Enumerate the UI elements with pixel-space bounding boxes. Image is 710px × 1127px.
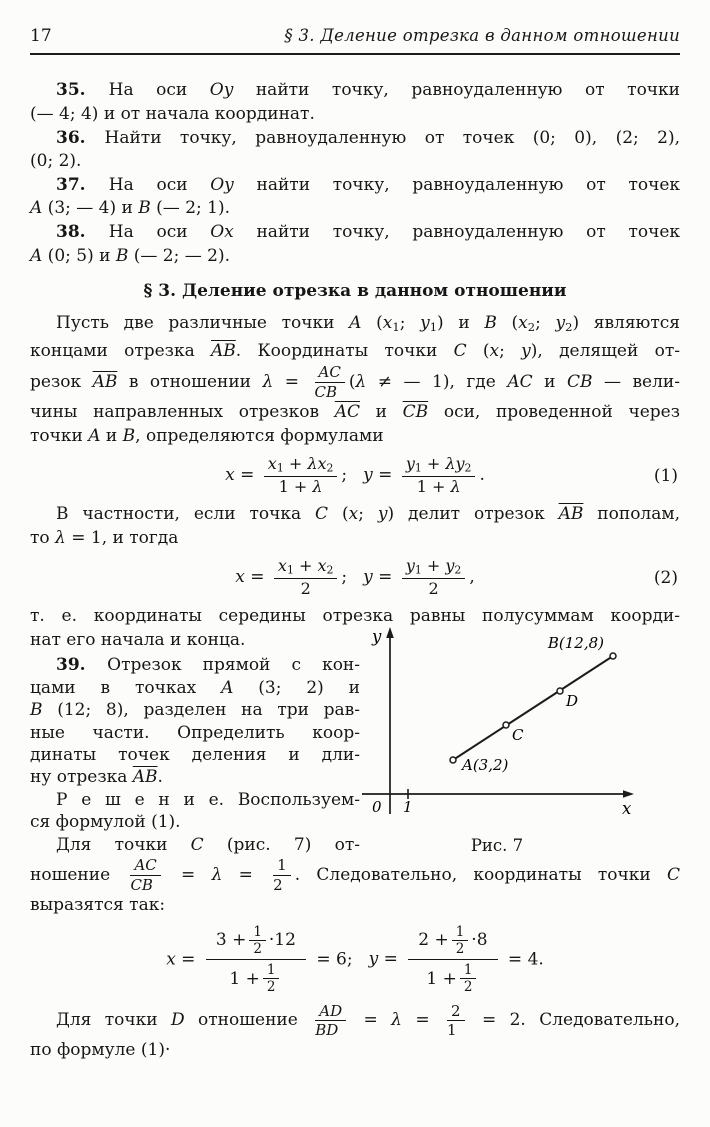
display-formula-2: x = $\frac{x1 + x2}{2}$ ; y = $\frac{y1 + y2}{2}$ , (2) — [235, 556, 678, 599]
running-header-title: § 3. Деление отрезка в данном отношении — [284, 26, 680, 45]
problem-39-line-3: B (12; 8), разделен на три рав- — [30, 700, 360, 721]
problem-39-line-6: ну отрезка $\overline{AB}$. — [30, 767, 163, 788]
midpoint-note-line-1: т. е. координаты середины отрезка равны полусуммам коорди- — [30, 606, 680, 627]
header-rule — [30, 53, 680, 55]
figure-column — [360, 624, 680, 856]
problem-37-line-2: A (3; — 4) и B (— 2; 1). — [30, 198, 231, 219]
intro-line-2: концами отрезка $\overline{AB}$. Координаты точки C (x; y), делящей от- — [30, 340, 680, 361]
y-axis-arrow — [386, 627, 394, 638]
point-b-label: B(12,8) — [547, 634, 604, 653]
equation-number-2: (2) — [653, 567, 678, 588]
problem-39-text-column — [30, 654, 360, 856]
solution-line-2: ся формулой (1). — [30, 812, 181, 833]
inline-fraction-1-2: $\frac{1}{2}$ — [273, 857, 291, 894]
fraction-1-2: $\frac{1}{2}$ — [249, 925, 266, 956]
problem-38-line-2: A (0; 5) и B (— 2; — 2). — [30, 245, 231, 266]
intro-line-3: резок $\overline{AB}$ в отношении λ = $\frac{AC}{CB}$ (λ ≠ — 1), где AC и CB — вели- — [30, 363, 680, 402]
solution-line-3: Для точки C (рис. 7) от- — [56, 834, 360, 855]
solution-c-line-1: ношение $\frac{AC}{CB}$ = λ = $\frac{1}{2}$ . Следовательно, координаты точки C — [30, 856, 681, 895]
equation-number-1: (1) — [653, 465, 678, 486]
fraction: $\frac{x1 + x2}{2}$ — [274, 557, 337, 598]
big-fraction-y: 2 + $\frac{1}{2}$ ·8 1 + $\frac{1}{2}$ — [408, 925, 497, 995]
x-axis-arrow — [623, 791, 634, 798]
display-formula-point-c: x = 3 + $\frac{1}{2}$ ·12 1 + $\frac{1}{2}$ = 6; y = 2 + $\frac{1}{2}$ ·8 1 + $\frac{1}{2}$ = 4. — [166, 923, 544, 996]
problem-35-line-2: (— 4; 4) и от начала координат. — [30, 103, 315, 124]
point-a-label: A(3,2) — [462, 756, 509, 775]
big-fraction-x: 3 + $\frac{1}{2}$ ·12 1 + $\frac{1}{2}$ — [206, 925, 306, 995]
display-formula-1: x = $\frac{x1 + \lambda x2}{1 + \lambda}$ ; y = $\frac{y1 + \lambda y2}{1 + \lambda}$ . (1) — [225, 454, 678, 497]
y-axis-label: y — [372, 627, 382, 647]
inline-fraction-ac-cb: $\frac{AC}{CB}$ — [130, 857, 160, 894]
fraction-1-2: $\frac{1}{2}$ — [460, 963, 477, 994]
problem-39-line-1: 39. Отрезок прямой с кон- — [56, 655, 360, 676]
figure-caption: Рис. 7 — [470, 836, 524, 856]
intro-line-5: точки A и B, определяются формулами — [30, 425, 384, 446]
problem-36-line-2: (0; 2). — [30, 151, 82, 172]
problem-39-line-4: ные части. Определить коор- — [30, 722, 360, 743]
inline-fraction-ac-cb: $\frac{AC}{CB}$ — [315, 364, 345, 401]
fraction: $\frac{x1 + \lambda x2}{1 + \lambda}$ — [264, 455, 338, 496]
problem-36-line-1: 36. Найти точку, равноудаленную от точек (0; 0), (2; 2), — [56, 127, 680, 148]
page-number: 17 — [30, 26, 52, 46]
unit-label: 1 — [403, 798, 413, 817]
fraction: $\frac{y1 + y2}{2}$ — [402, 557, 466, 598]
point-c — [503, 722, 509, 728]
origin-label: 0 — [372, 798, 382, 817]
section-heading: § 3. Деление отрезка в данном отношении — [143, 281, 567, 302]
solution-d-line-1: Для точки D отношение $\frac{AD}{BD}$ = λ = $\frac{2}{1}$ = 2. Следовательно, — [56, 1001, 680, 1040]
solution-c-line-2: выразятся так: — [30, 895, 166, 916]
x-axis-label: x — [622, 799, 632, 819]
intro-line-4: чины направленных отрезков $\overline{AC}$ и $\overline{CB}$ оси, проведенной через — [30, 402, 680, 423]
solution-label-line: Р е ш е н и е. Воспользуем- — [56, 789, 360, 810]
solution-d-line-2: по формуле (1)· — [30, 1040, 171, 1061]
inline-fraction-2-1: $\frac{2}{1}$ — [447, 1003, 465, 1040]
midpoint-note-line-2: нат его начала и конца. — [30, 629, 246, 650]
fraction-1-2: $\frac{1}{2}$ — [263, 963, 280, 994]
point-b — [610, 653, 616, 659]
problem-39-line-2: цами в точках A (3; 2) и — [30, 677, 360, 698]
particular-line-2: то λ = 1, и тогда — [30, 527, 179, 548]
problem-39-line-5: динаты точек деления и дли- — [30, 744, 360, 765]
problem-35-line-1: 35. На оси Oy найти точку, равноудаленную от точки — [56, 80, 680, 101]
point-c-label: C — [512, 726, 524, 745]
segment-ab — [453, 656, 613, 760]
fraction: $\frac{y1 + \lambda y2}{1 + \lambda}$ — [402, 455, 476, 496]
problem-37-line-1: 37. На оси Oy найти точку, равноудаленную от точек — [56, 174, 681, 195]
fraction-1-2: $\frac{1}{2}$ — [452, 925, 469, 956]
point-a — [450, 757, 456, 763]
inline-fraction-ad-bd: $\frac{AD}{BD}$ — [315, 1003, 346, 1040]
particular-line-1: В частности, если точка C (x; y) делит отрезок $\overline{AB}$ пополам, — [56, 504, 680, 525]
page-header — [30, 26, 680, 50]
point-d — [557, 688, 563, 694]
point-d-label: D — [566, 692, 579, 711]
figure-7-graph — [360, 624, 680, 829]
intro-line-1: Пусть две различные точки A (x1; y1) и B (x2; y2) являются — [56, 313, 680, 335]
problem-38-line-1: 38. На оси Ox найти точку, равноудаленную от точек — [56, 221, 681, 242]
